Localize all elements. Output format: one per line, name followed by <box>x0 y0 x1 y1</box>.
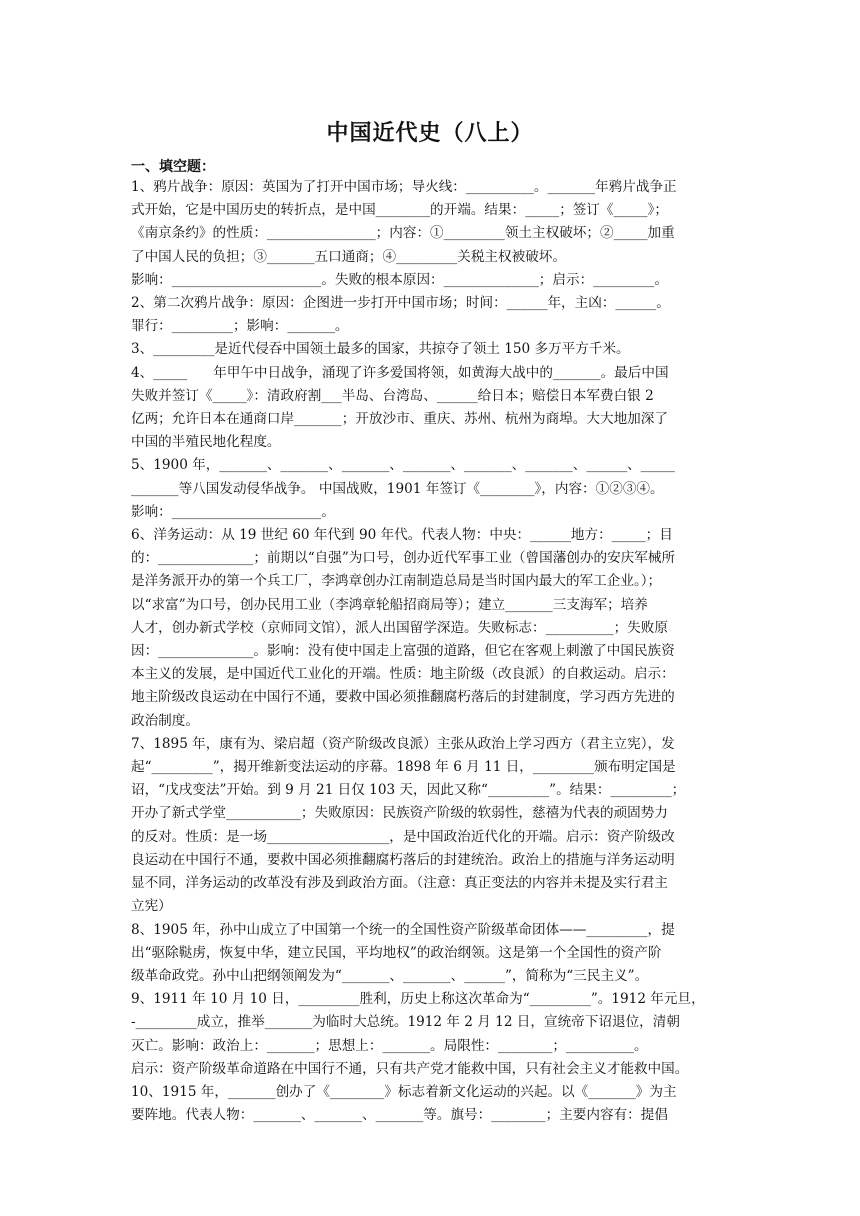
text-line <box>131 779 731 802</box>
text-line-content: 5、1900 年，_______、_______、_______、_______、_______、_______、______、_____ <box>131 457 675 474</box>
text-line <box>131 1104 731 1127</box>
text-line <box>131 1011 731 1034</box>
text-line <box>131 965 731 988</box>
text-line <box>131 478 731 501</box>
text-line <box>131 872 731 895</box>
text-line <box>131 570 731 593</box>
text-line <box>131 408 731 431</box>
text-line <box>131 733 731 756</box>
text-line-content: 6、洋务运动：从 19 世纪 60 年代到 90 年代。代表人物：中央：______地方：_____；目 <box>131 527 673 544</box>
text-line-content: 式开始，它是中国历史的转折点，是中国________的开端。结果：_____；签订《_____》； <box>131 202 668 219</box>
text-line-content: 级革命政党。孙中山把纲领阐发为“_______、_______、______”，简称为“三民主义”。 <box>131 967 649 984</box>
text-line <box>131 362 731 385</box>
text-line <box>131 524 731 547</box>
text-line-content: 诏，“戊戌变法”开始。到 9 月 21 日仅 103 天，因此又称“_________”。结果：_________； <box>131 782 686 799</box>
text-line-content: 要阵地。代表人物：_______、_______、_______等。旗号：________；主要内容有：提倡 <box>131 1107 668 1124</box>
text-line-content: 良运动在中国行不通，要救中国必须推翻腐朽落后的封建统治。政治上的措施与洋务运动明 <box>131 851 675 868</box>
text-line <box>131 710 731 733</box>
text-line-content: 灭亡。影响：政治上：_______；思想上：_______。局限性：________；__________。 <box>131 1037 648 1054</box>
text-line-content: 10、1915 年，_______创办了《________》标志着新文化运动的兴起。以《_______》为主 <box>131 1083 677 1100</box>
text-line <box>131 1035 731 1058</box>
text-line <box>131 686 731 709</box>
text-line-content: 启示：资产阶级革命道路在中国行不通，只有共产党才能救中国，只有社会主义才能救中国。 <box>131 1060 689 1077</box>
text-line-content: 影响：______________________。 <box>131 503 335 520</box>
text-line-content: 亿两；允许日本在通商口岸_______；开放沙市、重庆、苏州、杭州为商埠。大大地加深了 <box>131 411 668 428</box>
text-line-content: 出“驱除鞑虏，恢复中华，建立民国，平均地权”的政治纲领。这是第一个全国性的资产阶 <box>131 944 662 961</box>
text-line-content: 立宪） <box>131 898 172 915</box>
text-line-content: _______等八国发动侵华战争。 中国战败，1901 年签订《________》，内容：①②③④。 <box>131 480 664 497</box>
text-line-content: 的：______________；前期以“自强”为口号，创办近代军事工业（曾国藩创办的安庆军械所 <box>131 550 676 567</box>
text-line-content: 中国的半殖民地化程度。 <box>131 434 281 451</box>
text-line <box>131 454 731 477</box>
text-line-content: 起“_________”，揭开维新变法运动的序幕。1898 年 6 月 11 日，_________颁布明定国是 <box>131 759 676 776</box>
text-line <box>131 269 731 292</box>
text-line <box>131 338 731 361</box>
text-line-content: 2、第二次鸦片战争：原因：企图进一步打开中国市场；时间：______年，主凶：______。 <box>131 295 670 312</box>
text-line <box>131 222 731 245</box>
text-line-content: 4、_____ 年甲午中日战争，涌现了许多爱国将领，如黄海大战中的_______。最后中国 <box>131 364 669 381</box>
text-line-content: 政治制度。 <box>131 712 199 729</box>
text-line <box>131 895 731 918</box>
text-line-content: 8、1905 年，孙中山成立了中国第一个统一的全国性资产阶级革命团体——_________，提 <box>131 921 675 938</box>
text-line <box>131 385 731 408</box>
section-heading: 一、填空题： <box>131 159 215 175</box>
text-line <box>131 431 731 454</box>
text-line <box>131 663 731 686</box>
text-line <box>131 802 731 825</box>
text-line <box>131 942 731 965</box>
text-line <box>131 1081 731 1104</box>
text-line <box>131 640 731 663</box>
text-line-content: 影响：______________________。失败的根本原因：______________；启示：_________。 <box>131 271 668 288</box>
text-line-content: 1、鸦片战争：原因：英国为了打开中国市场；导火线：__________。_______年鸦片战争正 <box>131 179 677 195</box>
text-line-content: 因：______________。影响：没有使中国走上富强的道路，但它在客观上刺激了中国民族资 <box>131 643 675 660</box>
text-line <box>131 292 731 315</box>
text-line-content: 《南京条约》的性质：________________；内容：①_________领土主权破坏；②_____加重 <box>131 225 675 242</box>
text-line <box>131 919 731 942</box>
page-title: 中国近代史（八上） <box>326 121 534 146</box>
text-line-content: 是洋务派开办的第一个兵工厂，李鸿章创办江南制造总局是当时国内最大的军工企业。）； <box>131 573 662 590</box>
text-line-content: 的反对。性质：是一场__________________，是中国政治近代化的开端。启示：资产阶级改 <box>131 828 675 845</box>
text-line <box>131 617 731 640</box>
text-line-content: 失败并签订《_____》：清政府割___半岛、台湾岛、______给日本；赔偿日本军费白银 2 <box>131 387 654 404</box>
text-line-content: 了中国人民的负担；③_______五口通商；④_________关税主权被破坏。 <box>131 248 566 265</box>
text-line <box>131 1058 731 1081</box>
text-line <box>131 501 731 524</box>
text-line <box>131 849 731 872</box>
text-line <box>131 246 731 269</box>
text-line <box>131 826 731 849</box>
text-line-content: -_________成立，推举_______为临时大总统。1912 年 2 月 12 日，宣统帝下诏退位，清朝 <box>131 1014 680 1031</box>
text-line-content: 地主阶级改良运动在中国行不通，要救中国必须推翻腐朽落后的封建制度，学习西方先进的 <box>131 689 675 706</box>
text-line <box>131 199 731 222</box>
text-line-content: 人才，创办新式学校（京师同文馆），派人出国留学深造。失败标志：__________；失败原 <box>131 619 668 636</box>
text-line-content: 7、1895 年，康有为、梁启超（资产阶级改良派）主张从政治上学习西方（君主立宪），发 <box>131 735 675 752</box>
text-line <box>131 756 731 779</box>
text-line-content: 9、1911 年 10 月 10 日，_________胜利，历史上称这次革命为“_________”。1912 年元旦， <box>131 991 705 1008</box>
text-line <box>131 315 731 338</box>
text-line <box>131 547 731 570</box>
document-body <box>131 176 731 1127</box>
text-line-content: 以“求富”为口号，创办民用工业（李鸿章轮船招商局等）；建立_______三支海军；培养 <box>131 596 648 613</box>
text-line <box>131 594 731 617</box>
text-line <box>131 176 731 199</box>
text-line-content: 罪行：_________；影响：_______。 <box>131 318 349 335</box>
text-line-content: 显不同，洋务运动的改革没有涉及到政治方面。（注意：真正变法的内容并未提及实行君主 <box>131 875 668 892</box>
text-line-content: 开办了新式学堂___________；失败原因：民族资产阶级的软弱性，慈禧为代表的顽固势力 <box>131 805 668 822</box>
text-line-content: 3、_________是近代侵吞中国领土最多的国家，共掠夺了领土 150 多万平方千米。 <box>131 341 630 358</box>
text-line <box>131 988 731 1011</box>
text-line-content: 本主义的发展，是中国近代工业化的开端。性质：地主阶级（改良派）的自救运动。启示： <box>131 666 675 683</box>
